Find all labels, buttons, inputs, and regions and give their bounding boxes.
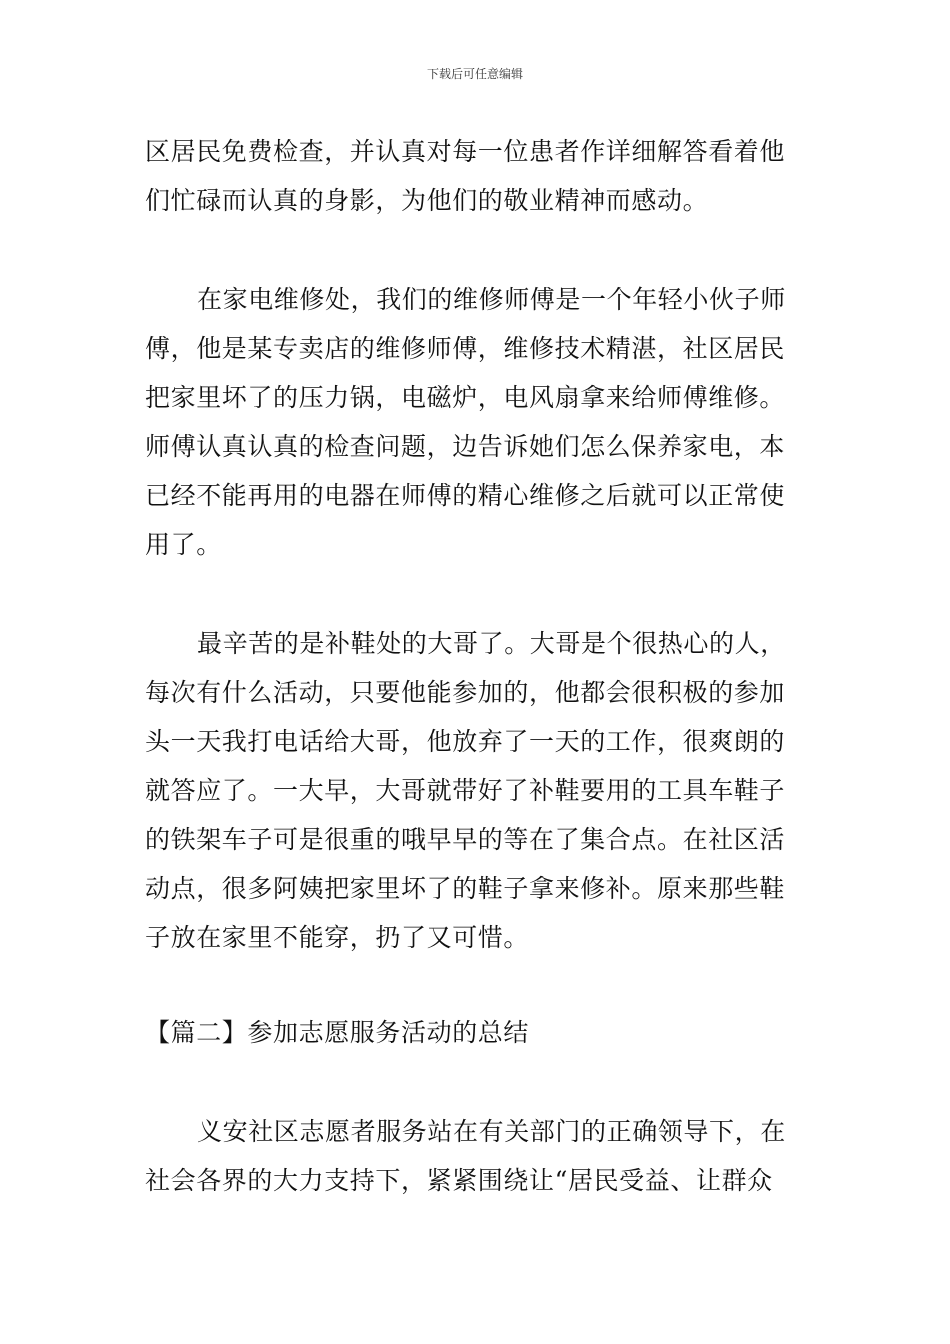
paragraph-4 (145, 1107, 810, 1205)
text-line: 师傅认真认真的检查问题，边告诉她们怎么保养家电，本 (145, 432, 786, 461)
section-heading: 【篇二】参加志愿服务活动的总结 (145, 1018, 530, 1047)
text-line: 就答应了。一大早，大哥就带好了补鞋要用的工具车鞋子 (145, 776, 786, 805)
page-header-note: 下载后可任意编辑 (426, 67, 523, 81)
text-line: 已经不能再用的电器在师傅的精心维修之后就可以正常使 (145, 481, 786, 510)
paragraph-2 (145, 275, 810, 569)
text-line: 的铁架车子可是很重的哦早早的等在了集合点。在社区活 (145, 825, 786, 854)
text-line: 们忙碌而认真的身影，为他们的敬业精神而感动。 (145, 186, 709, 215)
text-line: 头一天我打电话给大哥，他放弃了一天的工作，很爽朗的 (145, 727, 786, 756)
paragraph-1 (145, 127, 810, 225)
text-line: 子放在家里不能穿，扔了又可惜。 (145, 923, 530, 952)
paragraph-3 (145, 619, 810, 962)
text-line: 义安社区志愿者服务站在有关部门的正确领导下，在 (197, 1117, 786, 1146)
text-line: 最辛苦的是补鞋处的大哥了。大哥是个很热心的人， (197, 629, 786, 658)
text-line: 用了。 (145, 530, 222, 559)
document-body (145, 127, 810, 1205)
text-line: 在家电维修处，我们的维修师傅是一个年轻小伙子师 (197, 285, 786, 314)
text-line: 每次有什么活动，只要他能参加的，他都会很积极的参加 (145, 678, 786, 707)
text-line: 把家里坏了的压力锅，电磁炉，电风扇拿来给师傅维修。 (145, 383, 786, 412)
text-line: 社会各界的大力支持下，紧紧围绕让“居民受益、让群众 (145, 1166, 773, 1195)
text-line: 区居民免费检查，并认真对每一位患者作详细解答看着他 (145, 137, 786, 166)
text-line: 傅，他是某专卖店的维修师傅，维修技术精湛，社区居民 (145, 334, 786, 363)
text-line: 动点，很多阿姨把家里坏了的鞋子拿来修补。原来那些鞋 (145, 874, 786, 903)
